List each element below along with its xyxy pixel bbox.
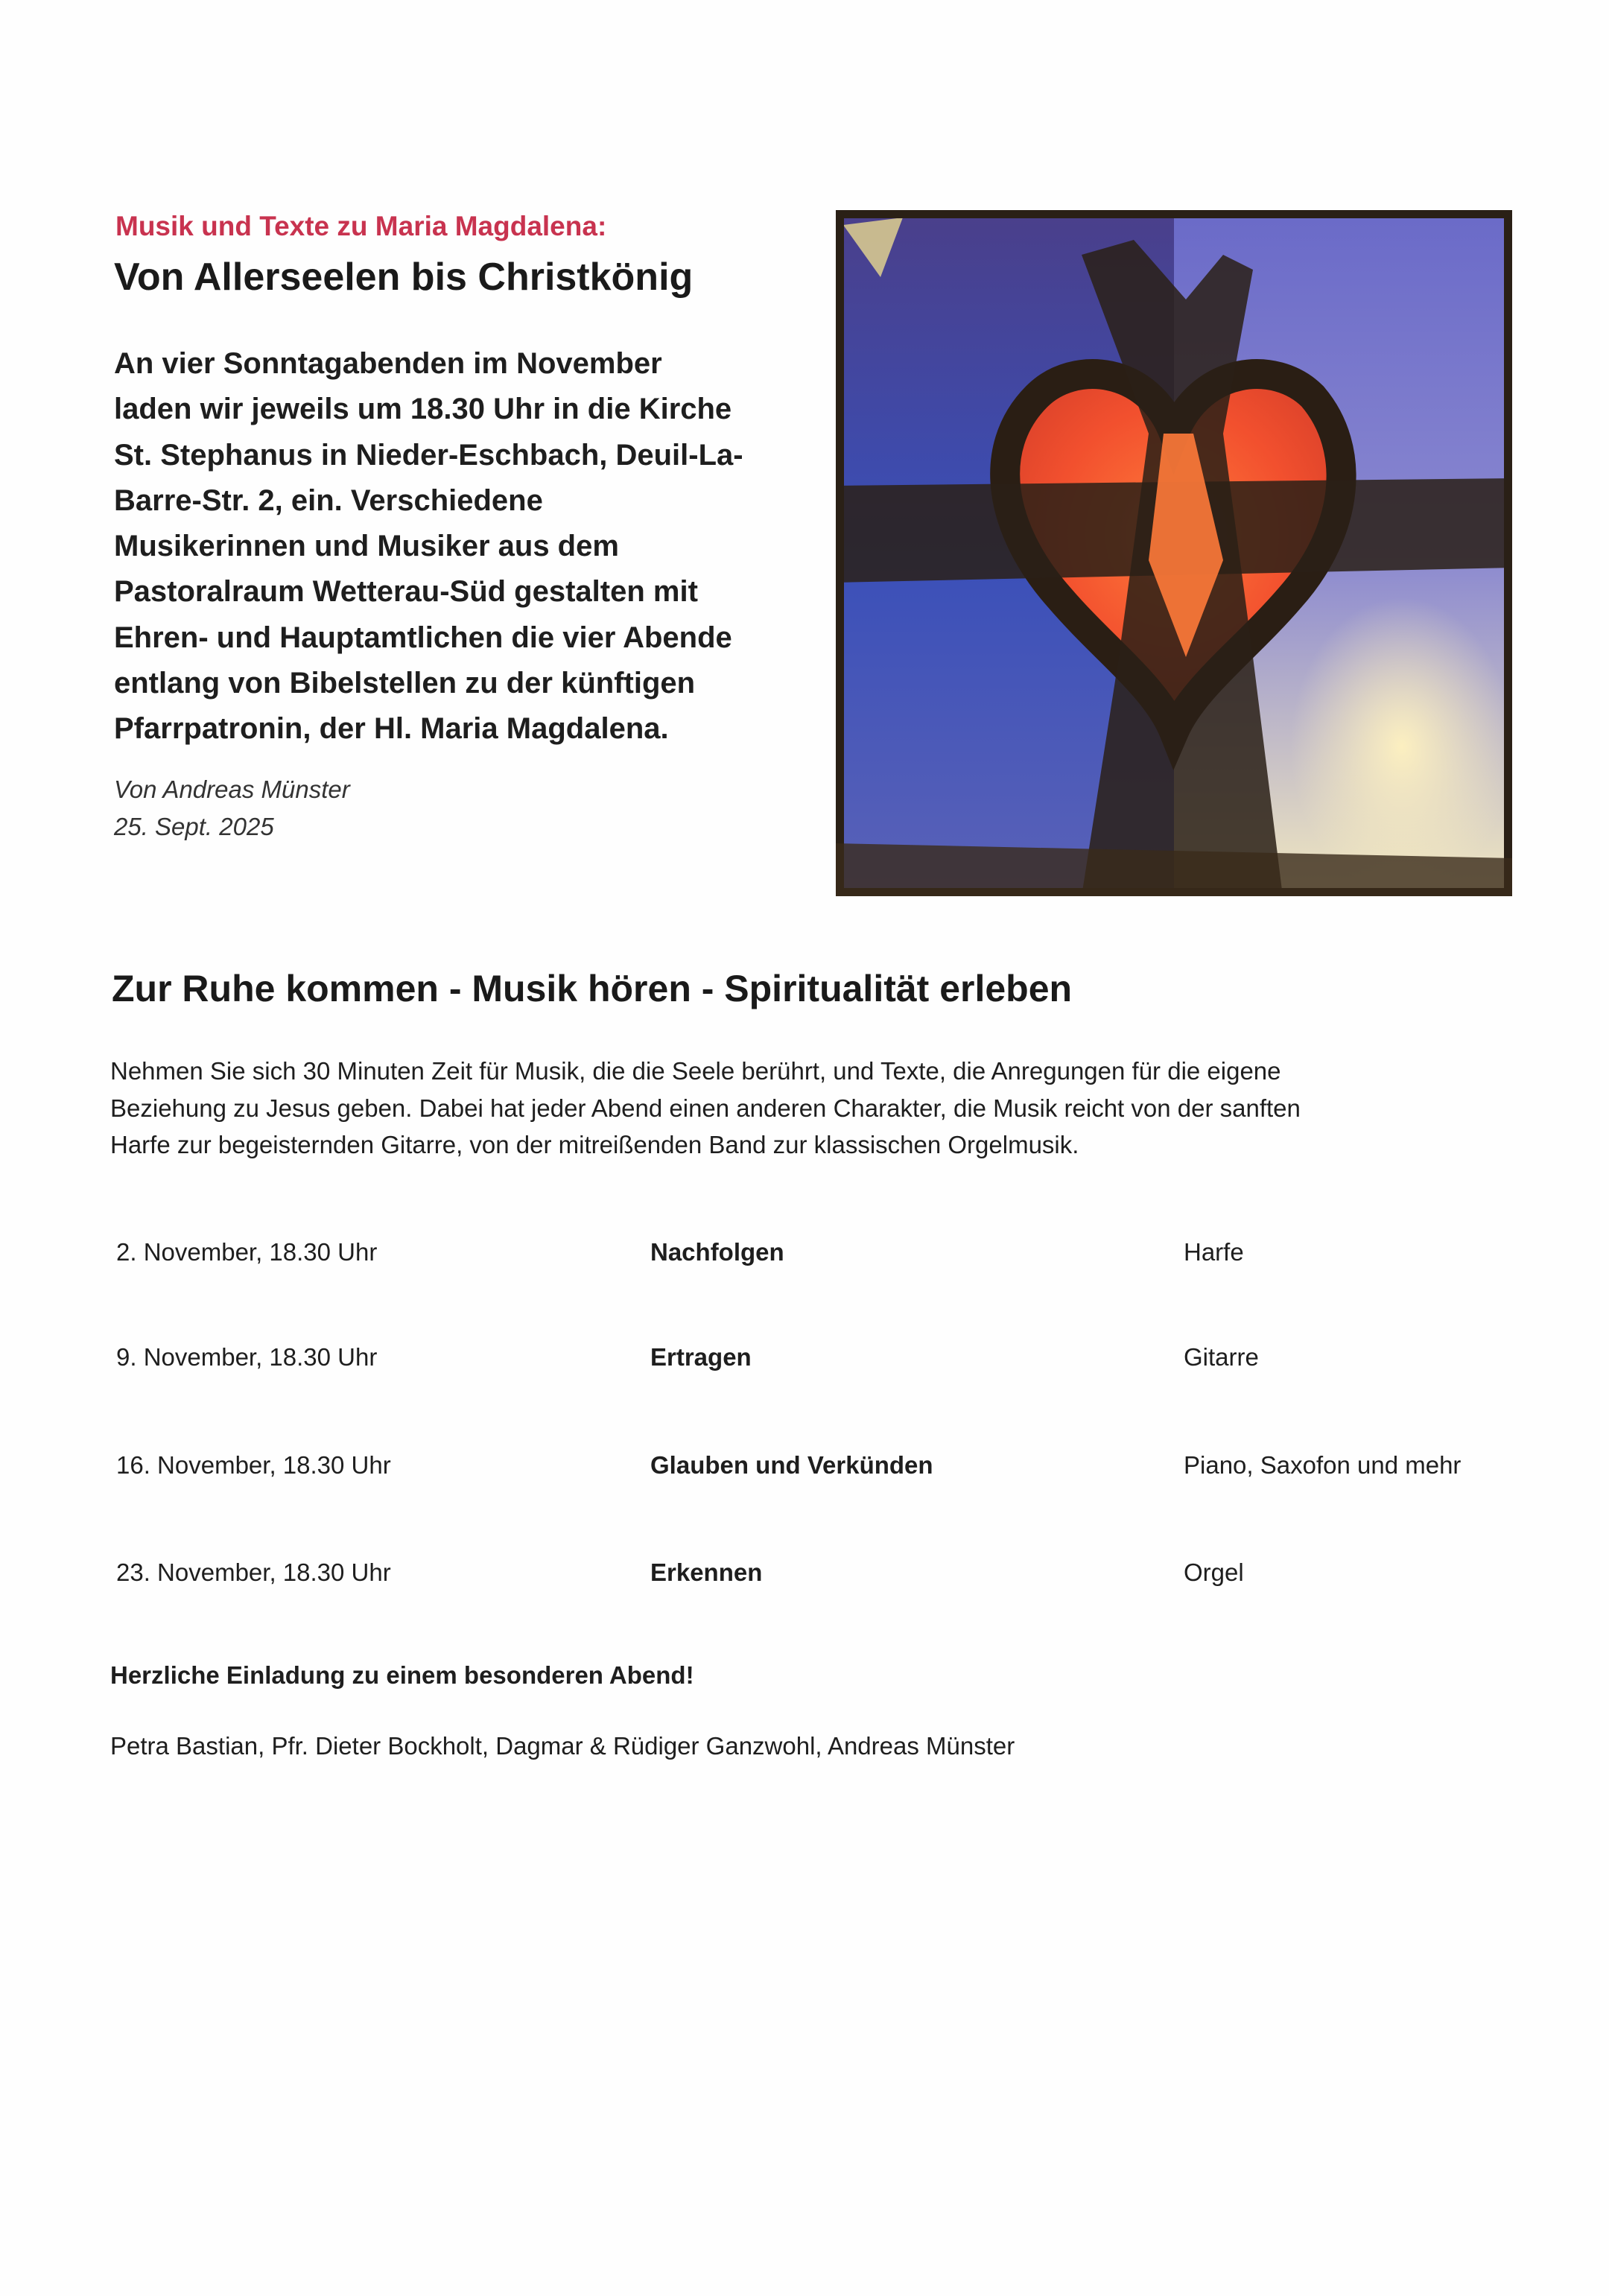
schedule-music: Harfe [1184, 1238, 1244, 1266]
schedule-date: 2. November, 18.30 Uhr [116, 1238, 378, 1266]
intro-line: entlang von Bibelstellen zu der künftigen [114, 667, 696, 700]
schedule-date: 16. November, 18.30 Uhr [116, 1451, 391, 1479]
paragraph-line: Harfe zur begeisternden Gitarre, von der mitreißenden Band zur klassischen Orgelmusik. [110, 1131, 1079, 1158]
byline-author: Von Andreas Münster [114, 776, 350, 803]
signers-list: Petra Bastian, Pfr. Dieter Bockholt, Dagmar & Rüdiger Ganzwohl, Andreas Münster [110, 1732, 1015, 1760]
intro-line: Musikerinnen und Musiker aus dem [114, 530, 619, 563]
table-row [0, 1554, 1609, 1591]
schedule-music: Gitarre [1184, 1343, 1259, 1371]
table-row [0, 1447, 1609, 1484]
intro-line: Pastoralraum Wetterau-Süd gestalten mit [114, 575, 698, 609]
table-row [0, 1234, 1609, 1271]
schedule-theme: Nachfolgen [650, 1238, 784, 1266]
schedule-date: 9. November, 18.30 Uhr [116, 1343, 378, 1371]
section-heading: Zur Ruhe kommen - Musik hören - Spiritualität erleben [112, 968, 1073, 1009]
intro-paragraph [114, 341, 822, 752]
schedule-theme: Erkennen [650, 1558, 763, 1586]
schedule-music: Orgel [1184, 1558, 1244, 1586]
kicker-heading: Musik und Texte zu Maria Magdalena: [115, 211, 607, 241]
byline [114, 771, 350, 846]
schedule-date: 23. November, 18.30 Uhr [116, 1558, 391, 1586]
table-row [0, 1339, 1609, 1376]
section-paragraph [110, 1053, 1563, 1164]
heart-cross-painting-icon [836, 210, 1512, 896]
intro-line: An vier Sonntagabenden im November [114, 347, 662, 380]
intro-line: Pfarrpatronin, der Hl. Maria Magdalena. [114, 712, 669, 746]
intro-line: St. Stephanus in Nieder-Eschbach, Deuil-La- [114, 438, 743, 472]
paragraph-line: Beziehung zu Jesus geben. Dabei hat jeder Abend einen anderen Charakter, die Musik reicht von der sanften [110, 1094, 1301, 1122]
intro-line: laden wir jeweils um 18.30 Uhr in die Kirche [114, 393, 732, 426]
intro-line: Barre-Str. 2, ein. Verschiedene [114, 483, 543, 517]
intro-line: Ehren- und Hauptamtlichen die vier Abende [114, 621, 732, 654]
byline-date: 25. Sept. 2025 [114, 813, 274, 840]
invitation-text: Herzliche Einladung zu einem besonderen Abend! [110, 1661, 694, 1689]
schedule-theme: Ertragen [650, 1343, 752, 1371]
schedule-theme: Glauben und Verkünden [650, 1451, 933, 1479]
artwork-image [836, 210, 1512, 896]
page-title: Von Allerseelen bis Christkönig [114, 256, 694, 299]
schedule-music: Piano, Saxofon und mehr [1184, 1451, 1462, 1479]
paragraph-line: Nehmen Sie sich 30 Minuten Zeit für Musik, die die Seele berührt, und Texte, die Anregungen für die eigene [110, 1057, 1281, 1085]
